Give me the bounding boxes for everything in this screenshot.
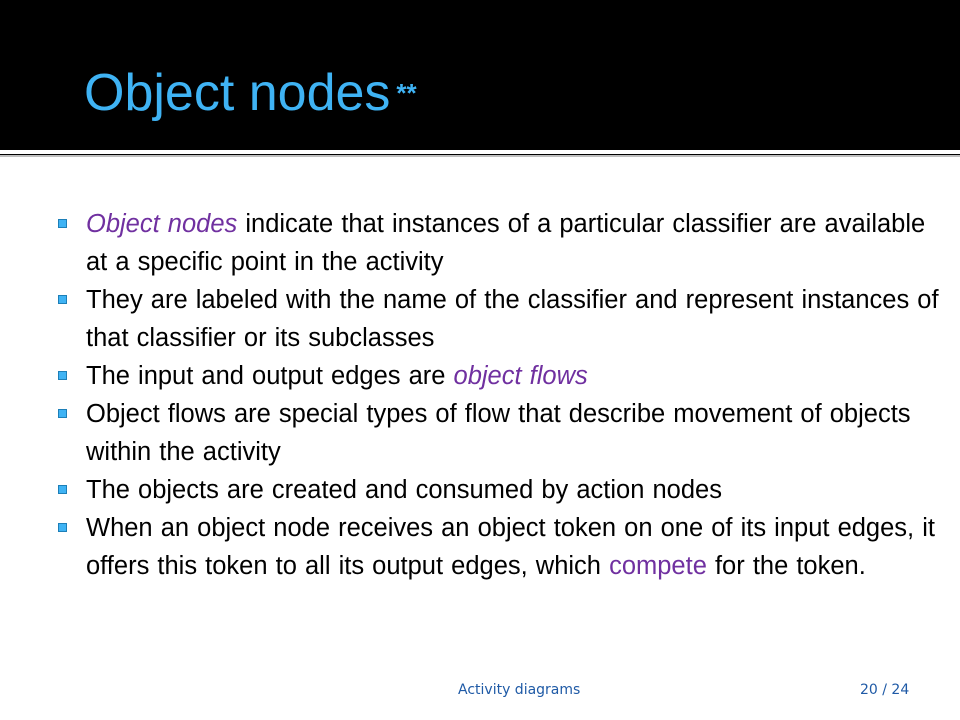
bullet-text: They are labeled with the name of the classifier and represent instances of that classifier or its subclasses bbox=[86, 286, 939, 352]
bullet-emphasis: Object nodes bbox=[86, 210, 238, 238]
bullet-emphasis: object flows bbox=[453, 362, 588, 390]
slide-body bbox=[0, 157, 960, 670]
bullet-item-created-consumed bbox=[0, 471, 960, 509]
bullet-list bbox=[0, 205, 960, 585]
header-divider bbox=[0, 150, 960, 154]
bullet-emphasis: compete bbox=[609, 552, 707, 580]
bullet-item-edges bbox=[0, 357, 960, 395]
page-number: 20 / 24 bbox=[860, 682, 910, 698]
bullet-text-tail: for the token. bbox=[706, 552, 866, 580]
bullet-text: Object flows are special types of flow that describe movement of objects within the activity bbox=[86, 400, 911, 466]
bullet-text: When an object node receives an object token on one of its input edges, it offers this token to all its output edges, which bbox=[86, 514, 935, 580]
footer-topic: Activity diagrams bbox=[458, 682, 581, 698]
slide-header bbox=[0, 0, 960, 150]
bullet-item-object-flows bbox=[0, 395, 960, 471]
square-bullet-icon bbox=[58, 409, 67, 418]
title-marker: ** bbox=[396, 78, 417, 108]
bullet-item-object-nodes bbox=[0, 205, 960, 281]
bullet-text: indicate that instances of a particular classifier are available at a specific point in the activity bbox=[86, 210, 926, 276]
bullet-text: The objects are created and consumed by action nodes bbox=[86, 476, 722, 504]
square-bullet-icon bbox=[58, 523, 67, 532]
square-bullet-icon bbox=[58, 485, 67, 494]
square-bullet-icon bbox=[58, 371, 67, 380]
bullet-item-labeled bbox=[0, 281, 960, 357]
square-bullet-icon bbox=[58, 219, 67, 228]
bullet-item-token bbox=[0, 509, 960, 585]
slide-footer bbox=[0, 670, 960, 720]
slide-title bbox=[84, 62, 417, 124]
square-bullet-icon bbox=[58, 295, 67, 304]
bullet-text: The input and output edges are bbox=[86, 362, 454, 390]
slide-title-text: Object nodes bbox=[84, 64, 391, 122]
